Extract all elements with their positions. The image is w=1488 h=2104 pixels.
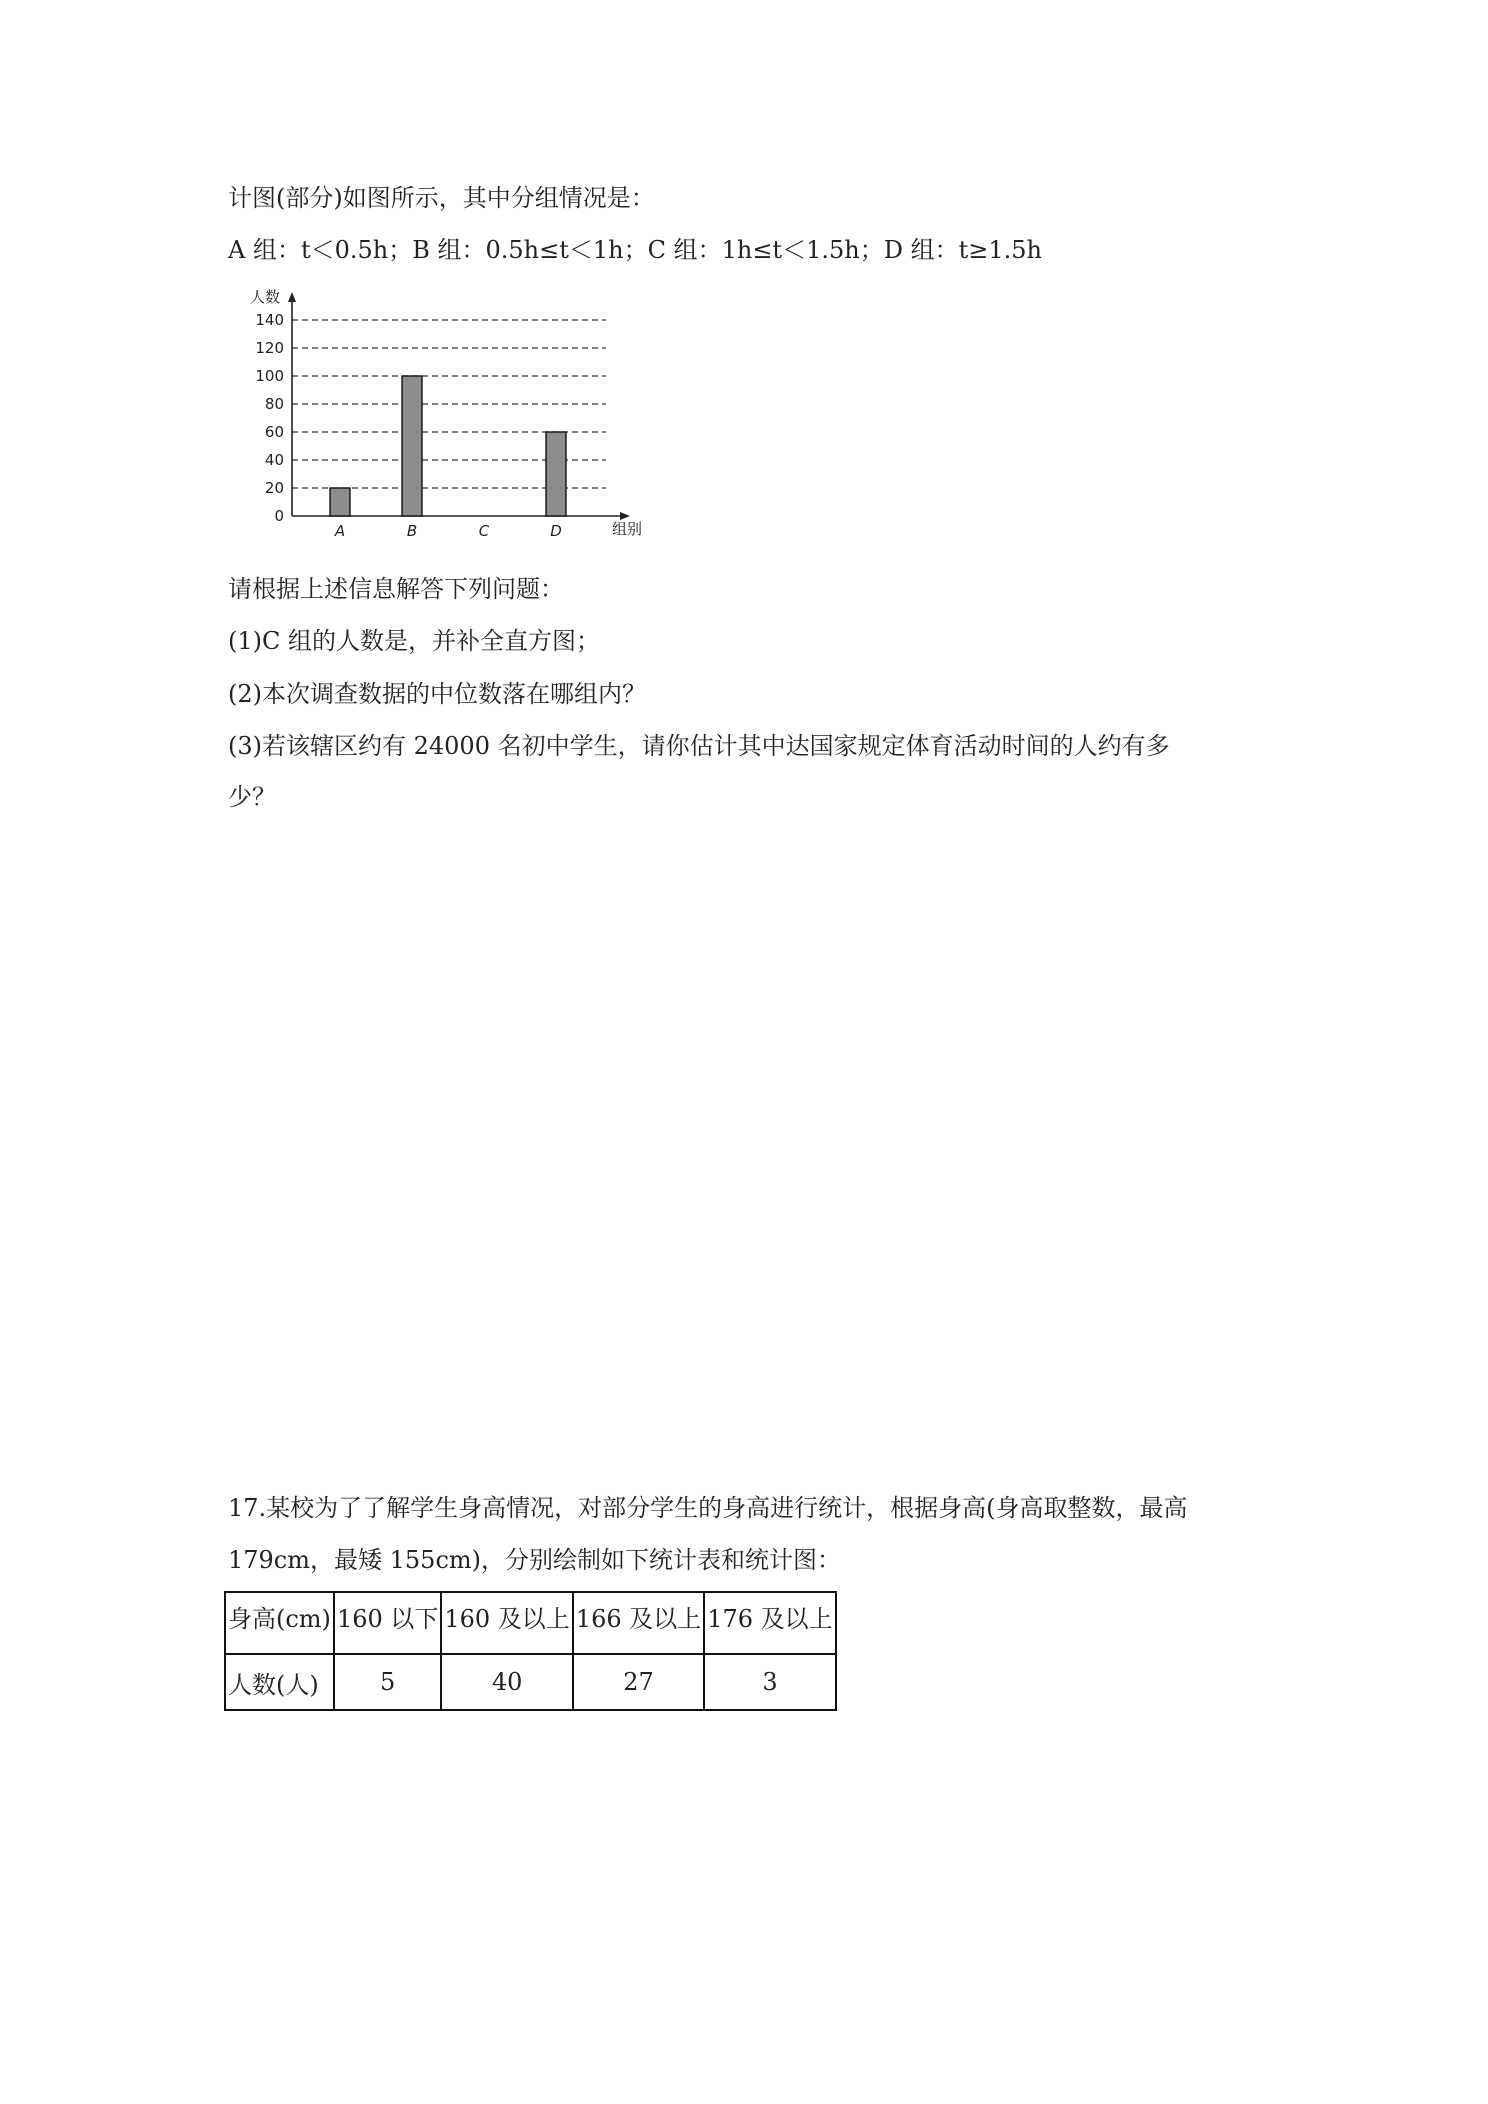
table-row xyxy=(225,1654,836,1710)
prompt-line: 请根据上述信息解答下列问题： xyxy=(228,575,564,603)
table-header-cell: 166 及以上 xyxy=(573,1592,704,1654)
problem-17-line-1: 17.某校为了了解学生身高情况，对部分学生的身高进行统计，根据身高(身高取整数，最高 xyxy=(228,1494,1188,1522)
y-tick-label: 20 xyxy=(264,479,284,497)
y-tick-label: 80 xyxy=(264,395,284,413)
table-header-row xyxy=(225,1592,836,1654)
y-axis-arrow xyxy=(288,292,296,302)
table-row-label: 人数(人) xyxy=(225,1654,334,1710)
table-header-cell: 176 及以上 xyxy=(704,1592,835,1654)
x-tick-label: C xyxy=(478,522,490,540)
bar-B xyxy=(402,376,422,516)
table-cell: 27 xyxy=(573,1654,704,1710)
x-axis-arrow xyxy=(620,512,630,520)
y-tick-label: 100 xyxy=(255,367,284,385)
x-tick-label: A xyxy=(334,522,346,540)
y-tick-label: 140 xyxy=(255,311,284,329)
question-1: (1)C 组的人数是，并补全直方图； xyxy=(228,627,600,655)
bar-D xyxy=(546,432,566,516)
x-tick-label: B xyxy=(406,522,418,540)
question-3-line-1: (3)若该辖区约有 24000 名初中学生，请你估计其中达国家规定体育活动时间的人约有多 xyxy=(228,732,1170,760)
table-header-cell: 160 及以上 xyxy=(441,1592,572,1654)
chart-bars xyxy=(330,376,566,516)
y-tick-label: 0 xyxy=(274,507,284,525)
table-header-cell: 160 以下 xyxy=(334,1592,441,1654)
problem-17-line-2: 179cm，最矮 155cm)，分别绘制如下统计表和统计图： xyxy=(228,1546,842,1574)
table-cell: 3 xyxy=(704,1654,835,1710)
x-tick-label: D xyxy=(550,522,562,540)
group-definitions: A 组：t＜0.5h；B 组：0.5h≤t＜1h；C 组：1h≤t＜1.5h；D 组：t≥1.5h xyxy=(228,236,1042,264)
bar-chart xyxy=(246,288,656,546)
table-cell: 40 xyxy=(441,1654,572,1710)
question-3-line-2: 少？ xyxy=(228,783,276,811)
x-tick-labels xyxy=(334,522,562,540)
y-tick-labels xyxy=(255,311,284,525)
table-cell: 5 xyxy=(334,1654,441,1710)
x-axis-label: 组别 xyxy=(612,520,643,538)
height-stats-table xyxy=(224,1591,837,1711)
chart-axes xyxy=(250,288,642,538)
bar-A xyxy=(330,488,350,516)
y-axis-label: 人数 xyxy=(250,288,281,306)
y-tick-label: 60 xyxy=(264,423,284,441)
y-tick-label: 40 xyxy=(264,451,284,469)
table-header-cell: 身高(cm) xyxy=(225,1592,334,1654)
question-2: (2)本次调查数据的中位数落在哪组内？ xyxy=(228,680,646,708)
intro-line: 计图(部分)如图所示，其中分组情况是： xyxy=(228,184,655,212)
y-tick-label: 120 xyxy=(255,339,284,357)
